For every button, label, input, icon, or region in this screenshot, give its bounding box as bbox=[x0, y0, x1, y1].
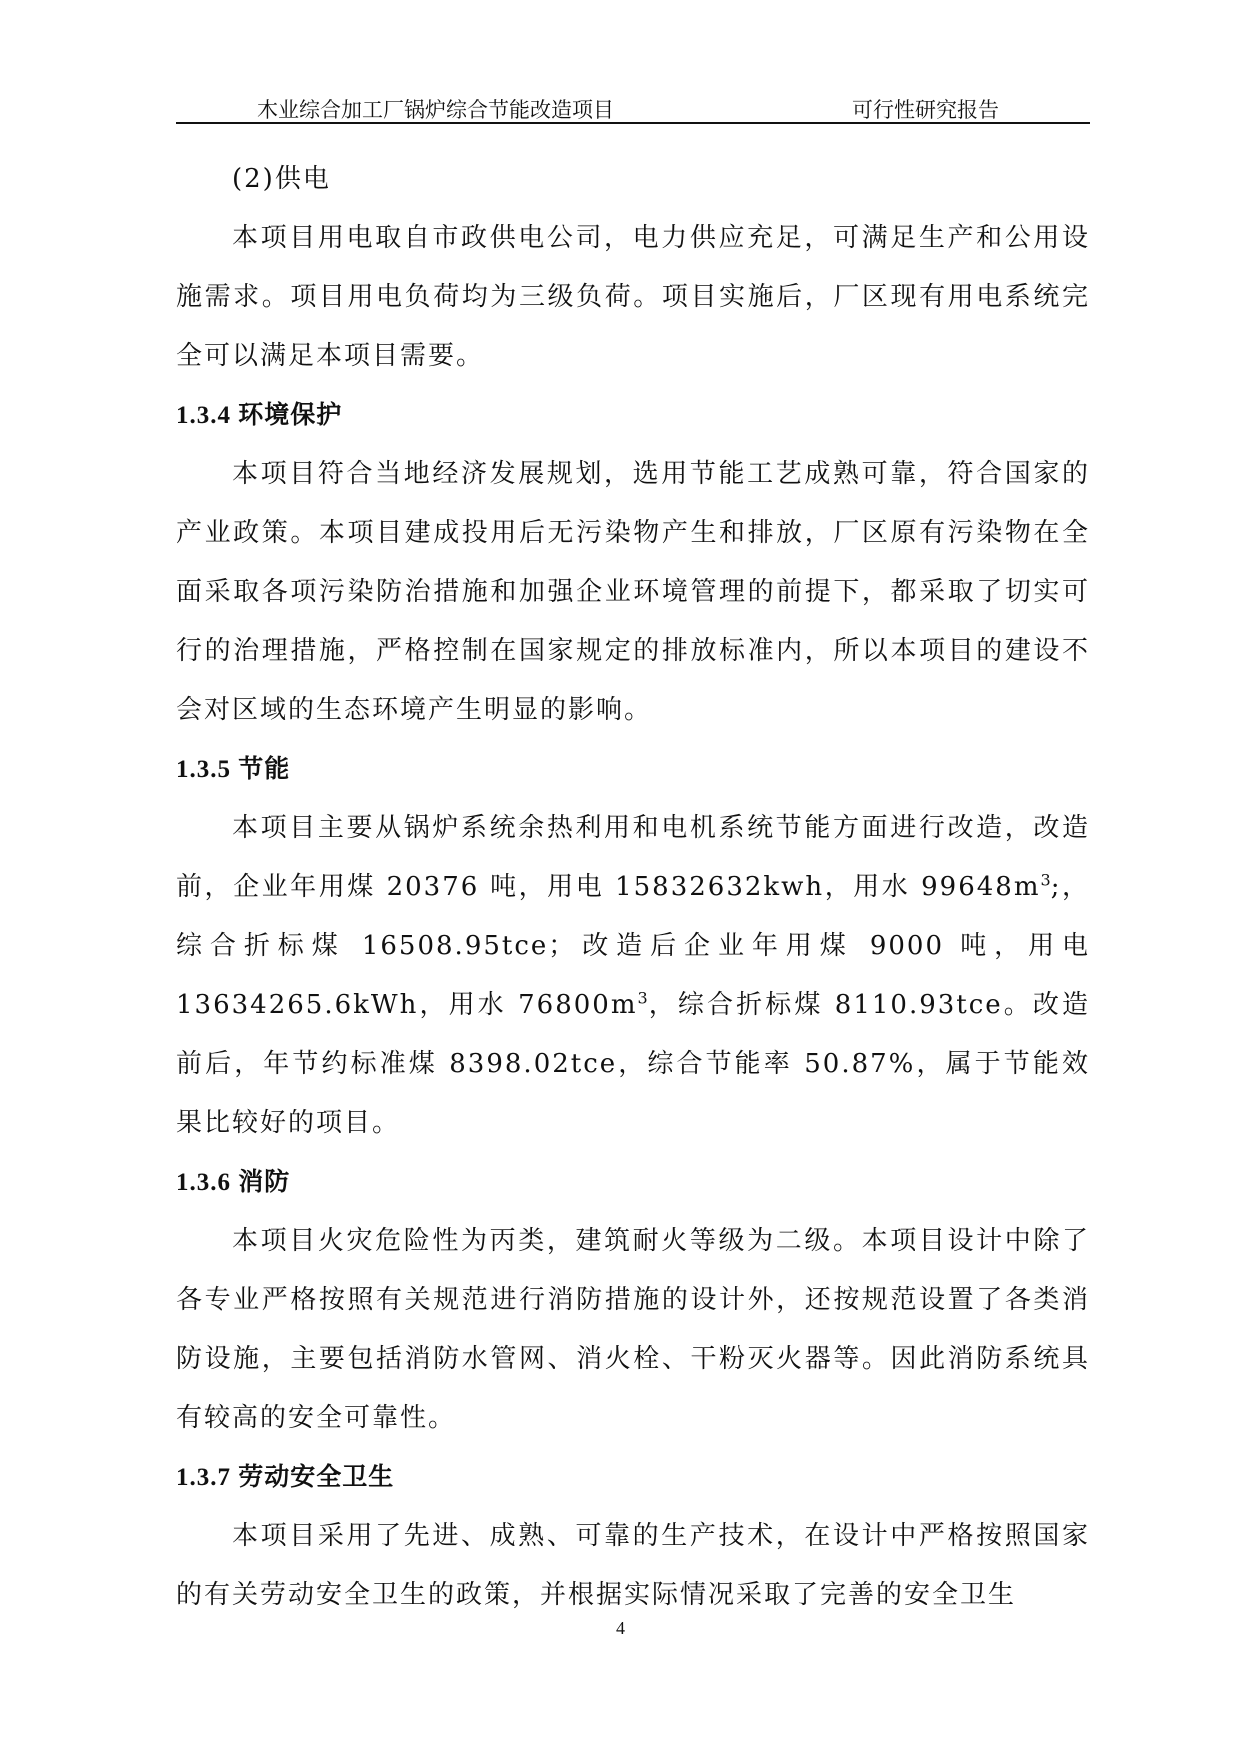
energy-text-part: 本项目主要从锅炉系统余热利用和电机系统节能方面进行改造，改造前，企业年用煤 20376 吨，用电 15832632kwh，用水 99648m bbox=[176, 813, 1090, 902]
section-number: 1.3.4 bbox=[176, 402, 231, 429]
section-title: 劳动安全卫生 bbox=[238, 1464, 395, 1491]
fire-paragraph: 本项目火灾危险性为丙类，建筑耐火等级为二级。本项目设计中除了各专业严格按照有关规范进行消防措施的设计外，还按规范设置了各类消防设施，主要包括消防水管网、消火栓、干粉灭火器等。因此消防系统具有较高的安全可靠性。 bbox=[176, 1226, 1090, 1433]
section-title: 节能 bbox=[238, 756, 291, 783]
energy-paragraph bbox=[176, 799, 1090, 1153]
section-number: 1.3.5 bbox=[176, 756, 231, 783]
power-supply-subtitle: (2)供电 bbox=[232, 164, 331, 194]
header-project-title: 木业综合加工厂锅炉综合节能改造项目 bbox=[257, 98, 614, 122]
section-heading-energy bbox=[176, 740, 1090, 799]
section-title: 环境保护 bbox=[238, 402, 343, 429]
labor-safety-paragraph: 本项目采用了先进、成熟、可靠的生产技术，在设计中严格按照国家的有关劳动安全卫生的政策，并根据实际情况采取了完善的安全卫生 bbox=[176, 1521, 1090, 1610]
page-header bbox=[176, 92, 1090, 124]
section-heading-fire bbox=[176, 1153, 1090, 1212]
section-heading-labor-safety bbox=[176, 1448, 1090, 1507]
section-number: 1.3.6 bbox=[176, 1169, 231, 1196]
section-number: 1.3.7 bbox=[176, 1464, 231, 1491]
page-number: 4 bbox=[616, 1618, 625, 1638]
environment-paragraph: 本项目符合当地经济发展规划，选用节能工艺成熟可靠，符合国家的产业政策。本项目建成投用后无污染物产生和排放，厂区原有污染物在全面采取各项污染防治措施和加强企业环境管理的前提下，都采取了切实可行的治理措施，严格控制在国家规定的排放标准内，所以本项目的建设不会对区域的生态环境产生明显的影响。 bbox=[176, 459, 1090, 725]
energy-text-part: ，综合折标煤 8110.93tce。改造前后，年节约标准煤 8398.02tce，综合节能率 50.87%，属于节能效果比较好的项目。 bbox=[176, 990, 1090, 1138]
section-heading-environment bbox=[176, 386, 1090, 445]
superscript: 3 bbox=[637, 988, 648, 1008]
power-supply-paragraph: 本项目用电取自市政供电公司，电力供应充足，可满足生产和公用设施需求。项目用电负荷均为三级负荷。项目实施后，厂区现有用电系统完全可以满足本项目需要。 bbox=[176, 223, 1090, 371]
superscript: 3 bbox=[1040, 870, 1051, 890]
energy-text-part: ;，综合折标煤 16508.95tce；改造后企业年用煤 9000 吨，用电 13634265.6kWh，用水 76800m bbox=[176, 872, 1090, 1020]
document-body bbox=[176, 150, 1090, 1625]
header-report-type: 可行性研究报告 bbox=[852, 98, 999, 122]
section-title: 消防 bbox=[238, 1169, 291, 1196]
